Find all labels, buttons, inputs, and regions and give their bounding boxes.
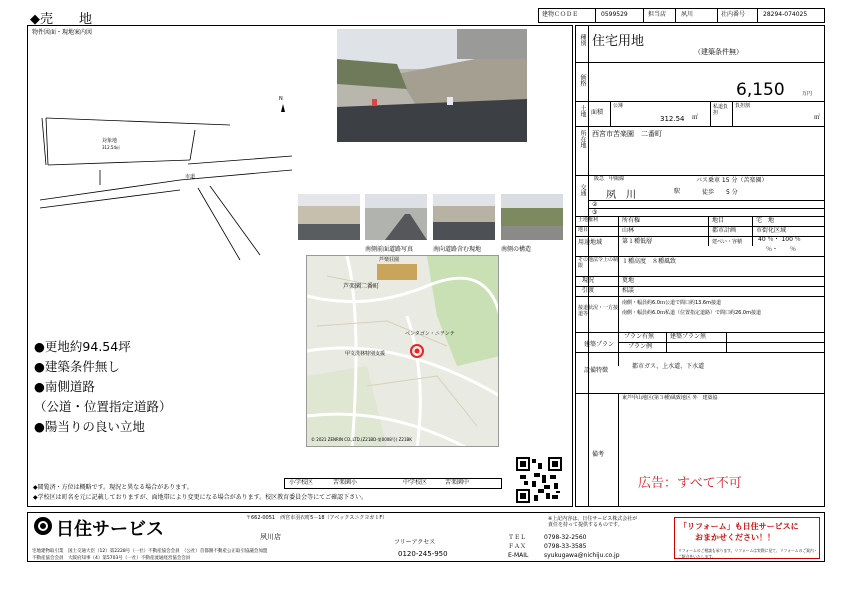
footer [27, 512, 825, 562]
ref-value: 28294-074025 [763, 11, 808, 18]
remarks-label: 備考 [592, 451, 605, 458]
photo-caption-2: 南向道路含む現地 [433, 246, 482, 253]
type-label: 種別 [579, 34, 586, 46]
school-mid-label: 中学校区 [403, 479, 428, 486]
map-label-school: 甲文洗林特別支援 [345, 351, 386, 357]
property-condition: （建築条件無） [694, 48, 743, 56]
photo-4 [501, 194, 563, 240]
land-label: 土地 [579, 105, 586, 117]
plan-option-3: プラン例 [628, 343, 653, 350]
current-value: 更地 [622, 277, 635, 284]
area-map [306, 255, 499, 447]
north-mark: N [279, 96, 283, 102]
transport-row-3: ③ [592, 209, 598, 216]
photo-2 [365, 194, 427, 240]
delivery-value: 相談 [622, 287, 635, 294]
ratio-value-2: ％・ ％ [766, 246, 797, 253]
north-arrow-icon [281, 104, 285, 112]
status-label: 地目 [578, 227, 589, 233]
license-line-2: 不動産協会会員 大阪府知事（4）第5703号（一社）不動産流通経営協会会員 [32, 556, 191, 561]
fax-label: ＦＡＸ [508, 543, 527, 550]
tel-label: ＴＥＬ [508, 534, 527, 541]
reform-promo[interactable] [674, 517, 820, 559]
plan-option-1: プラン有無 [624, 333, 655, 340]
ref-label: 社内番号 [721, 11, 746, 18]
free-access-label: フリーアクセス [394, 539, 436, 546]
station-name: 夙 川 [606, 190, 636, 201]
other-law-value: １種高度 ８種風致 [622, 258, 677, 265]
current-label: 現況 [582, 277, 595, 284]
note-1: ◆閲覧済・方位は概略です。現況と異なる場合があります。 [33, 484, 193, 491]
plan-option-2: 建築プラン無 [670, 333, 707, 340]
code-value: 0599529 [601, 11, 628, 18]
private-road-sub: 負担割 [735, 103, 751, 109]
email-value[interactable]: syukugawa@nichiju.co.jp [544, 552, 620, 559]
road-label: 市道 [185, 174, 196, 180]
price-label: 価格 [579, 74, 586, 86]
other-law-label: その他法令上の制限 [578, 257, 619, 269]
school-row [284, 478, 502, 489]
road-info-1: 南側・幅員約6.0ｍ公道で間口約13.6m接道 [622, 300, 721, 306]
logo-mark-icon [38, 521, 48, 531]
area-value: 312.54 [660, 115, 685, 123]
note-2: ◆学校区は町名を元に記載しておりますが、面地帯により変更になる場合があります。校区教育委員会等にてご確認下さい。 [33, 494, 368, 501]
private-road-label: 私道負担 [713, 104, 729, 116]
rights-value: 所有権 [622, 217, 641, 224]
site-sketch [30, 90, 295, 270]
road-label: 接道状況・一方接道等 [578, 305, 619, 317]
free-access-number: 0120-245-950 [398, 550, 448, 558]
remarks-value: 東芦甲山地区(第３種)風致地区 外 建築協 [622, 395, 718, 401]
transport-row-2: ② [592, 201, 598, 208]
zone-value: 第１種低層 [622, 238, 653, 245]
school-elem-label: 小学校区 [289, 479, 314, 486]
header-code-box [538, 8, 825, 23]
feature-5: ●陽当りの良い立地 [34, 419, 145, 434]
photo-1 [298, 194, 360, 240]
chimoku-label: 地目 [712, 217, 725, 224]
north-arrow [276, 97, 288, 117]
area-unit: ㎡ [692, 114, 699, 121]
tel-value: 0798-32-2560 [544, 534, 587, 541]
station-suffix: 駅 [674, 188, 681, 195]
photo-3 [433, 194, 495, 240]
license-line-1: 宅地建物取引業 国土交通大臣（12）第2228号（一社）不動産協会会員 （公社）首都圏不動産公正取引協議会加盟 [32, 549, 268, 554]
zone-label: 用途地域 [578, 239, 603, 246]
delivery-label: 引渡 [582, 287, 595, 294]
store-label: 担当店 [648, 11, 667, 18]
company-logo [34, 517, 52, 535]
map-label-top: 芦楽荘園 [379, 257, 400, 263]
facility-value: 都市ガス、上水道、下水道 [632, 363, 705, 370]
walk-info: 徒歩 5 分 [702, 189, 738, 196]
promo-line-3: リフォームのご相談も承ります。リフォームは実際に見て、リフォームのご案内・ご紹介をいたします。 [678, 548, 818, 559]
property-type: 住宅用地 [592, 34, 645, 49]
lot-sub: 312.54㎡ [102, 145, 120, 150]
terms-note: ※上記内容は、日住サービス株式会社が責任を持って提供するものです。 [548, 516, 638, 528]
ratio-value-1: 40 ％・ 100 ％ [758, 236, 801, 243]
ratio-label: 建ぺい・容積 [712, 239, 743, 245]
map-label-park: ペンタゴン・ニヲンテ [405, 331, 455, 337]
qr-code [516, 457, 562, 503]
facility-label: 設備特徴 [584, 367, 609, 374]
private-road-unit: ㎡ [814, 114, 821, 121]
price-value: 6,150 [736, 80, 785, 100]
promo-line-1: 「リフォーム」も日住サービスに [679, 522, 799, 531]
header-title: ◆売 地 [30, 12, 92, 27]
status-value: 山林 [622, 227, 635, 234]
promo-line-2: おまかせください！！ [695, 533, 775, 542]
school-elem-value: 苦楽園小 [333, 479, 358, 486]
company-address: 〒662-0051 西宮市羽衣町5－18（アベックスニクヨガ１F） [246, 515, 388, 521]
transport-label: 交通 [579, 184, 586, 196]
ad-notice: 広告：すべて不可 [638, 476, 742, 491]
map-caption: 物件図面・現地案内図 [32, 29, 93, 36]
code-label: 建物ＣＯＤＥ [542, 11, 579, 18]
chimoku-value: 宅 地 [756, 217, 775, 224]
feature-4: （公道・位置指定道路） [34, 399, 172, 414]
rights-label: 土地権利 [578, 217, 599, 223]
spec-table [575, 25, 825, 507]
company-name: 日住サービス [56, 519, 164, 540]
map-label-mid: 芦楽園二番町 [343, 283, 380, 290]
feature-1: ●更地約94.54坪 [34, 339, 131, 354]
price-unit: 万円 [802, 91, 813, 97]
area-label: 面積 [591, 109, 604, 116]
location-label: 所在地 [579, 130, 586, 148]
store-value: 夙川 [681, 11, 694, 18]
toshi-value: 市街化区域 [756, 227, 787, 234]
lot-label: 対象地 [102, 138, 118, 144]
toshi-label: 都市計画 [712, 227, 737, 234]
photo-caption-1: 南側前面道路写真 [365, 246, 414, 253]
company-branch: 夙川店 [260, 533, 281, 541]
fax-value: 0798-33-3585 [544, 543, 587, 550]
feature-2: ●建築条件無し [34, 359, 120, 374]
map-copyright: © 2021 ZENRIN CO.,LTD.(Z21BD-第0008号) Z21BK [311, 437, 412, 442]
school-mid-value: 苦楽園中 [445, 479, 470, 486]
bus-info: バス乗車 15 分（苦楽園） [696, 177, 768, 184]
photo-caption-3: 南側の構造 [501, 246, 532, 253]
email-label: E-MAIL [508, 552, 529, 559]
road-info-2: 南側・幅員約6.0ｍ私道（位置指定道路）で間口約26.0m接道 [622, 310, 761, 316]
feature-3: ●南側道路 [34, 379, 95, 394]
line-label: 阪急 甲陽線 [594, 176, 625, 182]
area-sub: 公簿 [613, 103, 624, 109]
plan-label: 建築プラン [584, 341, 615, 348]
location-value: 西宮市苦楽園 二番町 [592, 130, 662, 138]
main-photo [337, 29, 527, 142]
